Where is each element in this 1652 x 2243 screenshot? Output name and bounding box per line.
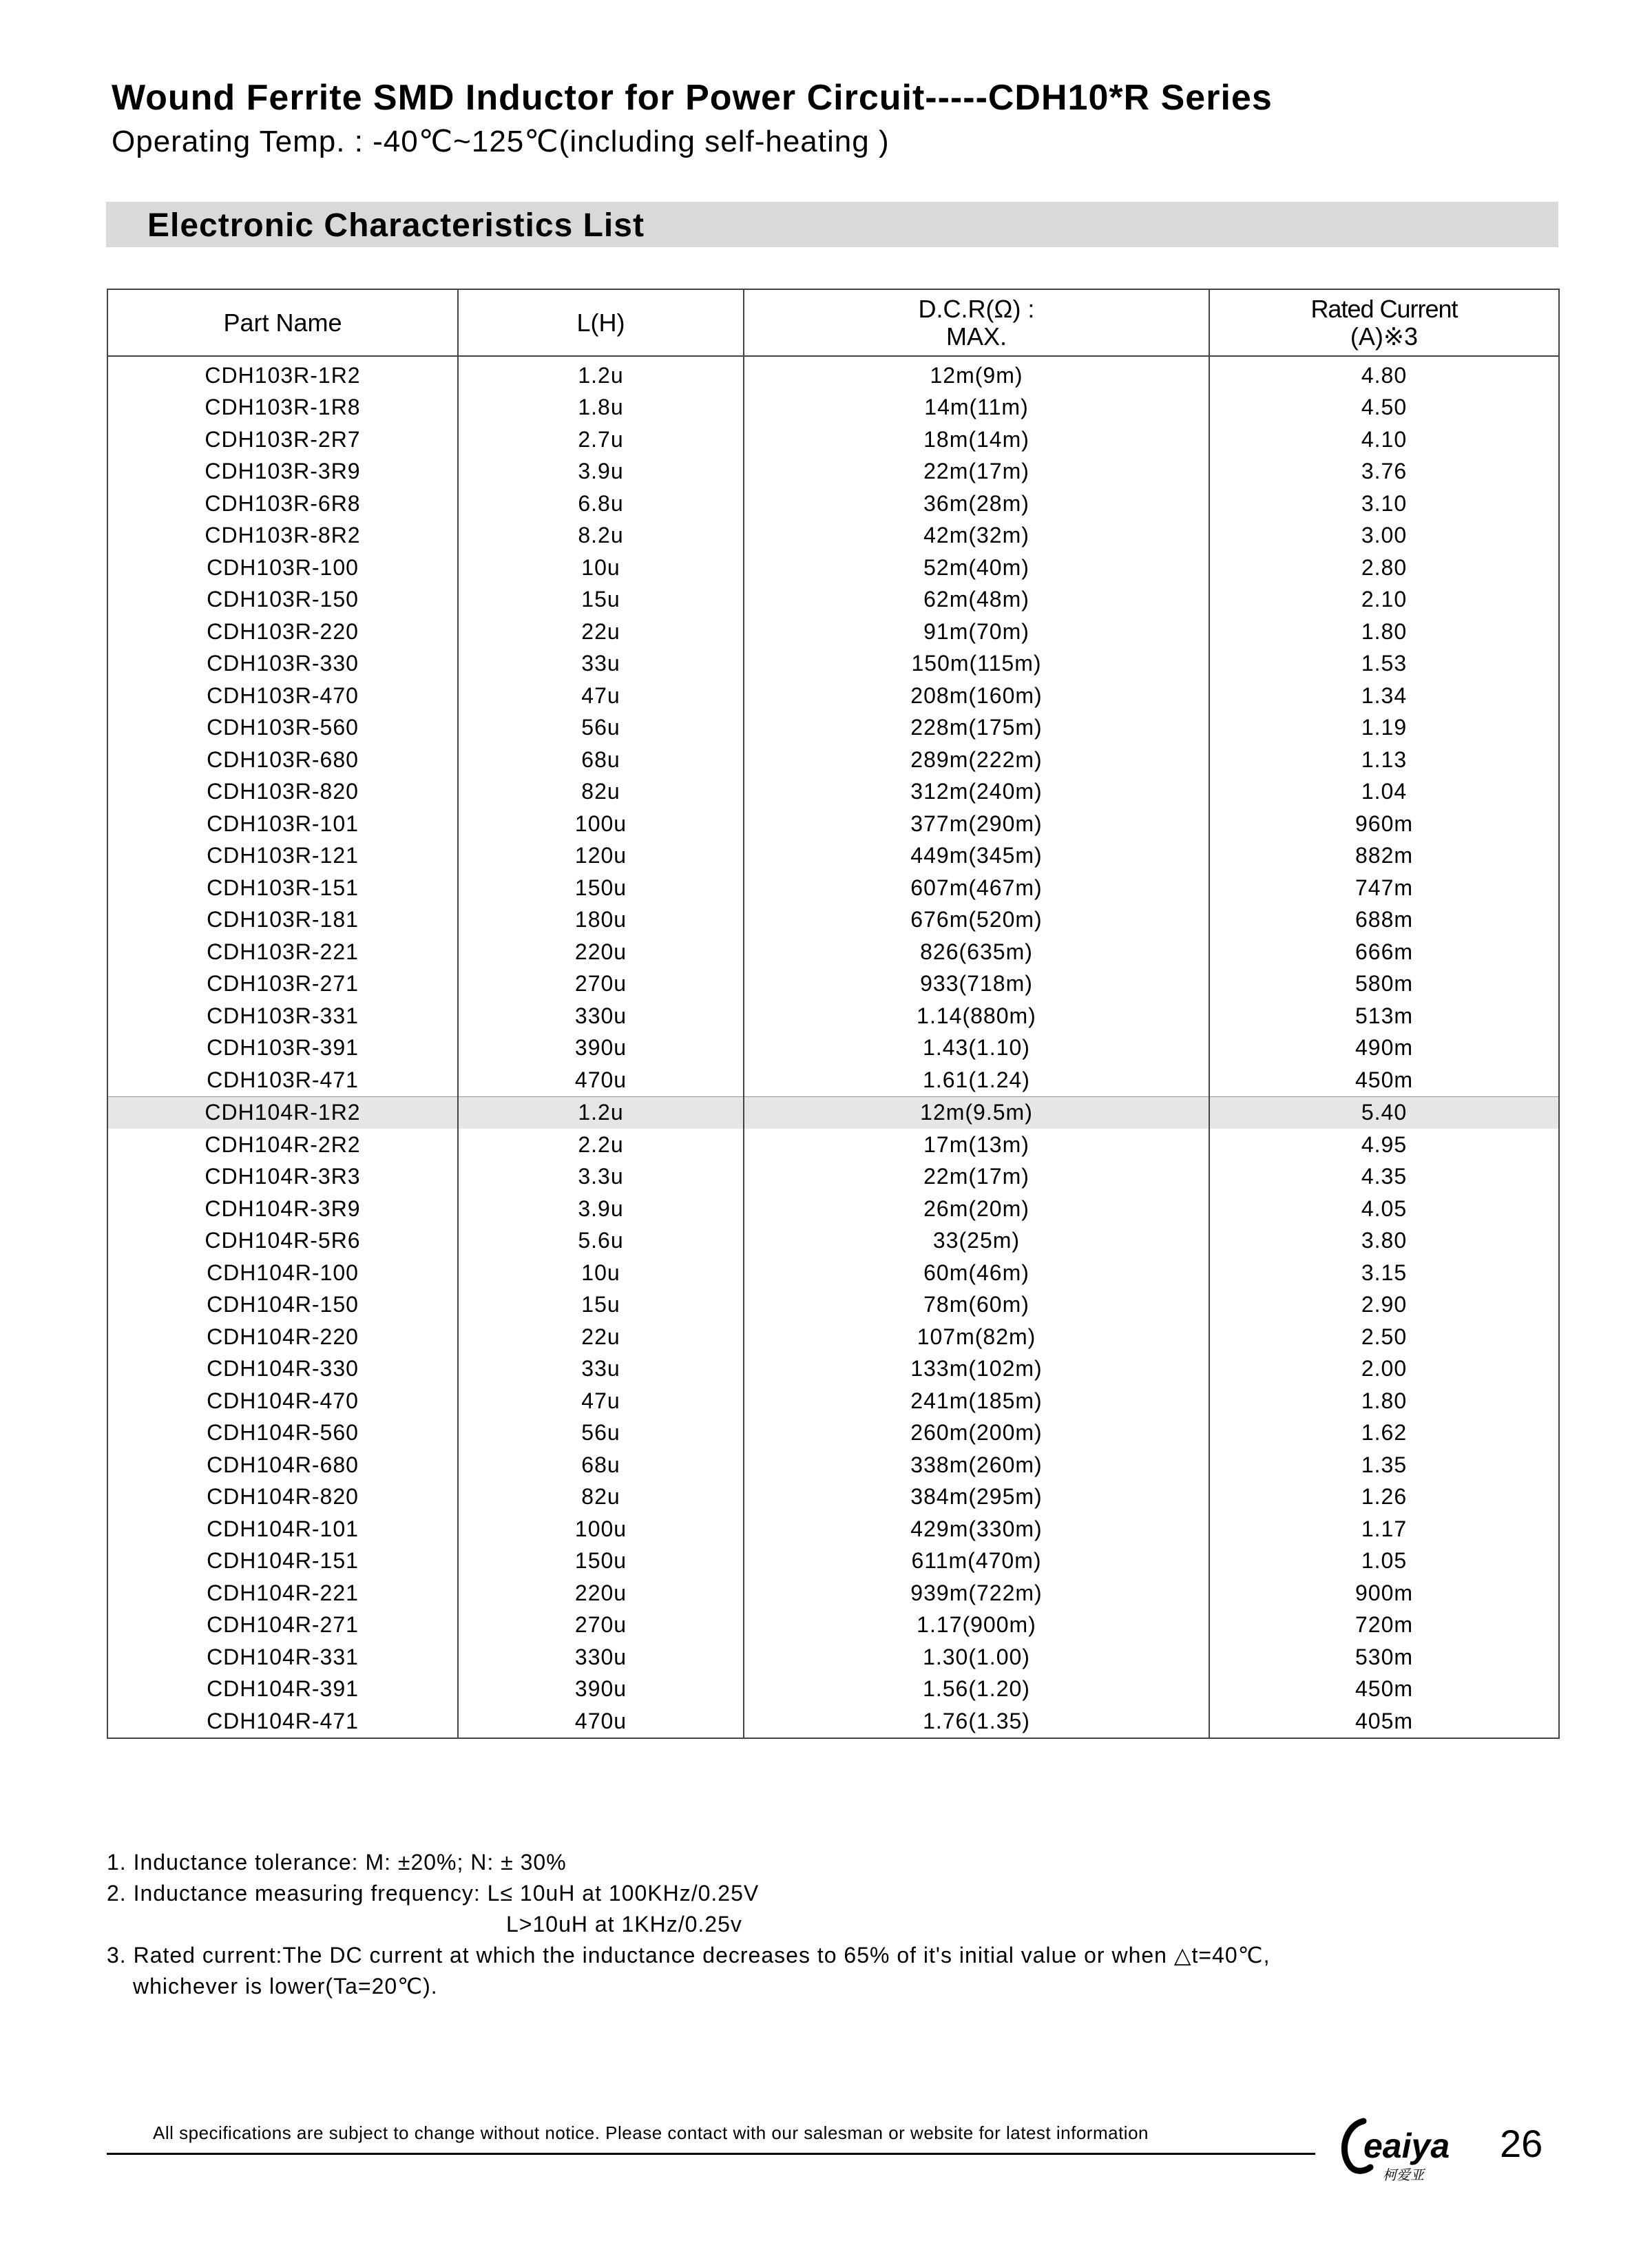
dcr-cell: 107m(82m) — [744, 1321, 1209, 1353]
rated-current-cell: 666m — [1209, 936, 1559, 968]
inductance-cell: 270u — [458, 1609, 744, 1642]
dcr-cell: 1.76(1.35) — [744, 1705, 1209, 1738]
inductance-cell: 10u — [458, 1257, 744, 1289]
table-row — [107, 1289, 1559, 1322]
inductance-cell: 3.3u — [458, 1161, 744, 1193]
dcr-cell: 429m(330m) — [744, 1513, 1209, 1545]
inductance-cell: 33u — [458, 1353, 744, 1386]
section-header-bar — [106, 202, 1558, 247]
part-name-cell: CDH104R-330 — [107, 1353, 458, 1386]
dcr-cell: 22m(17m) — [744, 1161, 1209, 1193]
part-name-cell: CDH103R-150 — [107, 584, 458, 616]
dcr-cell: 1.61(1.24) — [744, 1064, 1209, 1096]
table-row — [107, 356, 1559, 392]
rated-current-cell: 4.10 — [1209, 424, 1559, 456]
inductance-cell: 22u — [458, 616, 744, 648]
page-number: 26 — [1500, 2122, 1543, 2165]
part-name-cell: CDH103R-560 — [107, 712, 458, 744]
part-name-cell: CDH103R-3R9 — [107, 456, 458, 488]
rated-current-cell: 3.76 — [1209, 456, 1559, 488]
header-dcr-line2: MAX. — [945, 322, 1007, 351]
rated-current-cell: 882m — [1209, 840, 1559, 873]
table-row — [107, 936, 1559, 968]
dcr-cell: 939m(722m) — [744, 1577, 1209, 1609]
part-name-cell: CDH104R-470 — [107, 1385, 458, 1417]
inductance-cell: 47u — [458, 1385, 744, 1417]
table-row — [107, 456, 1559, 488]
part-name-cell: CDH104R-680 — [107, 1449, 458, 1481]
rated-current-cell: 4.35 — [1209, 1161, 1559, 1193]
table-row — [107, 712, 1559, 744]
dcr-cell: 208m(160m) — [744, 680, 1209, 712]
header-inductance: L(H) — [458, 289, 744, 356]
part-name-cell: CDH104R-331 — [107, 1641, 458, 1673]
table-row — [107, 680, 1559, 712]
inductance-cell: 220u — [458, 1577, 744, 1609]
inductance-cell: 6.8u — [458, 488, 744, 520]
dcr-cell: 150m(115m) — [744, 648, 1209, 680]
table-row — [107, 584, 1559, 616]
table-row — [107, 520, 1559, 552]
inductance-cell: 390u — [458, 1673, 744, 1706]
part-name-cell: CDH103R-101 — [107, 808, 458, 840]
dcr-cell: 449m(345m) — [744, 840, 1209, 873]
rated-current-cell: 4.50 — [1209, 392, 1559, 424]
part-name-cell: CDH104R-5R6 — [107, 1225, 458, 1258]
table-row — [107, 1609, 1559, 1642]
table-row — [107, 808, 1559, 840]
rated-current-cell: 4.80 — [1209, 356, 1559, 392]
inductance-cell: 82u — [458, 1481, 744, 1514]
table-row — [107, 1321, 1559, 1353]
inductance-cell: 1.2u — [458, 356, 744, 392]
dcr-cell: 14m(11m) — [744, 392, 1209, 424]
part-name-cell: CDH104R-560 — [107, 1417, 458, 1450]
dcr-cell: 12m(9.5m) — [744, 1096, 1209, 1129]
dcr-cell: 260m(200m) — [744, 1417, 1209, 1450]
part-name-cell: CDH104R-820 — [107, 1481, 458, 1514]
dcr-cell: 1.14(880m) — [744, 1000, 1209, 1032]
footer-disclaimer: All specifications are subject to change without notice. Please contact with our salesman or website for latest information — [153, 2122, 1149, 2143]
part-name-cell: CDH103R-271 — [107, 968, 458, 1001]
rated-current-cell: 2.10 — [1209, 584, 1559, 616]
table-row — [107, 1064, 1559, 1096]
dcr-cell: 611m(470m) — [744, 1545, 1209, 1578]
table-row — [107, 1385, 1559, 1417]
inductance-cell: 330u — [458, 1000, 744, 1032]
table-row — [107, 616, 1559, 648]
rated-current-cell: 513m — [1209, 1000, 1559, 1032]
rated-current-cell: 3.00 — [1209, 520, 1559, 552]
inductance-cell: 47u — [458, 680, 744, 712]
dcr-cell: 1.56(1.20) — [744, 1673, 1209, 1706]
characteristics-table — [107, 289, 1560, 1739]
rated-current-cell: 4.95 — [1209, 1129, 1559, 1161]
dcr-cell: 42m(32m) — [744, 520, 1209, 552]
inductance-cell: 1.2u — [458, 1096, 744, 1129]
table-row — [107, 1096, 1559, 1129]
table-row — [107, 744, 1559, 776]
rated-current-cell: 1.04 — [1209, 776, 1559, 808]
inductance-cell: 8.2u — [458, 520, 744, 552]
table-row — [107, 1449, 1559, 1481]
dcr-cell: 312m(240m) — [744, 776, 1209, 808]
table-row — [107, 1705, 1559, 1738]
rated-current-cell: 1.35 — [1209, 1449, 1559, 1481]
inductance-cell: 15u — [458, 1289, 744, 1322]
inductance-cell: 470u — [458, 1705, 744, 1738]
dcr-cell: 52m(40m) — [744, 552, 1209, 584]
dcr-cell: 91m(70m) — [744, 616, 1209, 648]
note-3-continued: whichever is lower(Ta=20℃). — [133, 1974, 438, 1999]
inductance-cell: 120u — [458, 840, 744, 873]
inductance-cell: 100u — [458, 1513, 744, 1545]
inductance-cell: 10u — [458, 552, 744, 584]
table-row — [107, 1193, 1559, 1225]
section-title: Electronic Characteristics List — [147, 207, 645, 244]
table-row — [107, 968, 1559, 1001]
inductance-cell: 2.7u — [458, 424, 744, 456]
table-row — [107, 904, 1559, 937]
part-name-cell: CDH103R-330 — [107, 648, 458, 680]
table-row — [107, 1129, 1559, 1161]
rated-current-cell: 1.13 — [1209, 744, 1559, 776]
inductance-cell: 220u — [458, 936, 744, 968]
table-row — [107, 1513, 1559, 1545]
part-name-cell: CDH103R-221 — [107, 936, 458, 968]
inductance-cell: 68u — [458, 1449, 744, 1481]
rated-current-cell: 405m — [1209, 1705, 1559, 1738]
rated-current-cell: 450m — [1209, 1673, 1559, 1706]
part-name-cell: CDH104R-471 — [107, 1705, 458, 1738]
part-name-cell: CDH104R-151 — [107, 1545, 458, 1578]
table-row — [107, 1000, 1559, 1032]
rated-current-cell: 960m — [1209, 808, 1559, 840]
inductance-cell: 330u — [458, 1641, 744, 1673]
header-dcr — [744, 289, 1209, 356]
dcr-cell: 62m(48m) — [744, 584, 1209, 616]
part-name-cell: CDH104R-3R3 — [107, 1161, 458, 1193]
part-name-cell: CDH103R-1R2 — [107, 356, 458, 392]
inductance-cell: 390u — [458, 1032, 744, 1065]
rated-current-cell: 900m — [1209, 1577, 1559, 1609]
rated-current-cell: 2.00 — [1209, 1353, 1559, 1386]
table-row — [107, 840, 1559, 873]
dcr-cell: 18m(14m) — [744, 424, 1209, 456]
part-name-cell: CDH104R-271 — [107, 1609, 458, 1642]
table-row — [107, 872, 1559, 904]
logo-wordmark: eaiya — [1363, 2127, 1450, 2165]
header-part-name: Part Name — [107, 289, 458, 356]
dcr-cell: 676m(520m) — [744, 904, 1209, 937]
table-row — [107, 1257, 1559, 1289]
part-name-cell: CDH103R-220 — [107, 616, 458, 648]
table-row — [107, 488, 1559, 520]
rated-current-cell: 450m — [1209, 1064, 1559, 1096]
table-row — [107, 1417, 1559, 1450]
rated-current-cell: 720m — [1209, 1609, 1559, 1642]
dcr-cell: 33(25m) — [744, 1225, 1209, 1258]
rated-current-cell: 2.80 — [1209, 552, 1559, 584]
operating-temp-subtitle: Operating Temp. : -40℃~125℃(including self-heating ) — [112, 125, 890, 158]
table-row — [107, 1353, 1559, 1386]
inductance-cell: 270u — [458, 968, 744, 1001]
table-row — [107, 648, 1559, 680]
footer-divider — [107, 2153, 1315, 2155]
inductance-cell: 150u — [458, 872, 744, 904]
table-header-row — [107, 289, 1559, 356]
inductance-cell: 2.2u — [458, 1129, 744, 1161]
part-name-cell: CDH104R-100 — [107, 1257, 458, 1289]
header-rated-current — [1209, 289, 1559, 356]
rated-current-cell: 4.05 — [1209, 1193, 1559, 1225]
dcr-cell: 78m(60m) — [744, 1289, 1209, 1322]
inductance-cell: 180u — [458, 904, 744, 937]
rated-current-cell: 1.05 — [1209, 1545, 1559, 1578]
inductance-cell: 82u — [458, 776, 744, 808]
table-row — [107, 424, 1559, 456]
rated-current-cell: 490m — [1209, 1032, 1559, 1065]
dcr-cell: 338m(260m) — [744, 1449, 1209, 1481]
dcr-cell: 36m(28m) — [744, 488, 1209, 520]
inductance-cell: 68u — [458, 744, 744, 776]
part-name-cell: CDH104R-150 — [107, 1289, 458, 1322]
inductance-cell: 1.8u — [458, 392, 744, 424]
rated-current-cell: 3.80 — [1209, 1225, 1559, 1258]
table-row — [107, 1641, 1559, 1673]
table-row — [107, 1577, 1559, 1609]
table-row — [107, 1032, 1559, 1065]
rated-current-cell: 1.62 — [1209, 1417, 1559, 1450]
ceaiya-logo-icon — [1336, 2111, 1474, 2187]
part-name-cell: CDH103R-100 — [107, 552, 458, 584]
rated-current-cell: 1.34 — [1209, 680, 1559, 712]
note-3: 3. Rated current:The DC current at which the inductance decreases to 65% of it's initial value or when △t=40℃, — [107, 1943, 1271, 1968]
part-name-cell: CDH103R-1R8 — [107, 392, 458, 424]
inductance-cell: 15u — [458, 584, 744, 616]
dcr-cell: 22m(17m) — [744, 456, 1209, 488]
part-name-cell: CDH103R-680 — [107, 744, 458, 776]
part-name-cell: CDH103R-151 — [107, 872, 458, 904]
inductance-cell: 3.9u — [458, 1193, 744, 1225]
dcr-cell: 133m(102m) — [744, 1353, 1209, 1386]
dcr-cell: 1.43(1.10) — [744, 1032, 1209, 1065]
dcr-cell: 228m(175m) — [744, 712, 1209, 744]
rated-current-cell: 2.90 — [1209, 1289, 1559, 1322]
dcr-cell: 12m(9m) — [744, 356, 1209, 392]
part-name-cell: CDH103R-470 — [107, 680, 458, 712]
inductance-cell: 3.9u — [458, 456, 744, 488]
part-name-cell: CDH104R-2R2 — [107, 1129, 458, 1161]
part-name-cell: CDH104R-3R9 — [107, 1193, 458, 1225]
header-current-line1: Rated Current — [1310, 294, 1458, 323]
table-row — [107, 1545, 1559, 1578]
part-name-cell: CDH103R-331 — [107, 1000, 458, 1032]
part-name-cell: CDH103R-2R7 — [107, 424, 458, 456]
rated-current-cell: 1.17 — [1209, 1513, 1559, 1545]
table-row — [107, 552, 1559, 584]
part-name-cell: CDH104R-391 — [107, 1673, 458, 1706]
table-row — [107, 1225, 1559, 1258]
part-name-cell: CDH104R-221 — [107, 1577, 458, 1609]
rated-current-cell: 3.10 — [1209, 488, 1559, 520]
part-name-cell: CDH103R-8R2 — [107, 520, 458, 552]
rated-current-cell: 5.40 — [1209, 1096, 1559, 1129]
part-name-cell: CDH103R-6R8 — [107, 488, 458, 520]
rated-current-cell: 580m — [1209, 968, 1559, 1001]
dcr-cell: 384m(295m) — [744, 1481, 1209, 1514]
table-row — [107, 1161, 1559, 1193]
dcr-cell: 607m(467m) — [744, 872, 1209, 904]
part-name-cell: CDH103R-391 — [107, 1032, 458, 1065]
rated-current-cell: 1.80 — [1209, 1385, 1559, 1417]
part-name-cell: CDH103R-121 — [107, 840, 458, 873]
rated-current-cell: 1.80 — [1209, 616, 1559, 648]
rated-current-cell: 530m — [1209, 1641, 1559, 1673]
rated-current-cell: 1.26 — [1209, 1481, 1559, 1514]
part-name-cell: CDH104R-1R2 — [107, 1096, 458, 1129]
part-name-cell: CDH103R-471 — [107, 1064, 458, 1096]
dcr-cell: 1.30(1.00) — [744, 1641, 1209, 1673]
header-current-line2: (A)※3 — [1350, 322, 1419, 351]
inductance-cell: 5.6u — [458, 1225, 744, 1258]
rated-current-cell: 747m — [1209, 872, 1559, 904]
dcr-cell: 826(635m) — [744, 936, 1209, 968]
dcr-cell: 17m(13m) — [744, 1129, 1209, 1161]
rated-current-cell: 1.53 — [1209, 648, 1559, 680]
part-name-cell: CDH103R-181 — [107, 904, 458, 937]
dcr-cell: 289m(222m) — [744, 744, 1209, 776]
dcr-cell: 60m(46m) — [744, 1257, 1209, 1289]
table-row — [107, 1481, 1559, 1514]
part-name-cell: CDH103R-820 — [107, 776, 458, 808]
header-dcr-line1: D.C.R(Ω) : — [918, 294, 1035, 323]
table-row — [107, 776, 1559, 808]
rated-current-cell: 688m — [1209, 904, 1559, 937]
table-row — [107, 1673, 1559, 1706]
inductance-cell: 56u — [458, 1417, 744, 1450]
dcr-cell: 26m(20m) — [744, 1193, 1209, 1225]
inductance-cell: 22u — [458, 1321, 744, 1353]
part-name-cell: CDH104R-101 — [107, 1513, 458, 1545]
notes-section — [107, 1847, 1270, 2002]
rated-current-cell: 3.15 — [1209, 1257, 1559, 1289]
note-2-continued: L>10uH at 1KHz/0.25v — [506, 1912, 742, 1937]
page-title: Wound Ferrite SMD Inductor for Power Circuit-----CDH10*R Series — [112, 78, 1273, 118]
note-1: 1. Inductance tolerance: M: ±20%; N: ± 30% — [107, 1850, 567, 1875]
logo-chinese-subtext: 柯爱亚 — [1383, 2167, 1424, 2183]
dcr-cell: 377m(290m) — [744, 808, 1209, 840]
dcr-cell: 241m(185m) — [744, 1385, 1209, 1417]
inductance-cell: 33u — [458, 648, 744, 680]
inductance-cell: 150u — [458, 1545, 744, 1578]
table-row — [107, 392, 1559, 424]
dcr-cell: 1.17(900m) — [744, 1609, 1209, 1642]
inductance-cell: 470u — [458, 1064, 744, 1096]
part-name-cell: CDH104R-220 — [107, 1321, 458, 1353]
inductance-cell: 56u — [458, 712, 744, 744]
inductance-cell: 100u — [458, 808, 744, 840]
rated-current-cell: 1.19 — [1209, 712, 1559, 744]
rated-current-cell: 2.50 — [1209, 1321, 1559, 1353]
dcr-cell: 933(718m) — [744, 968, 1209, 1001]
note-2: 2. Inductance measuring frequency: L≤ 10uH at 100KHz/0.25V — [107, 1881, 760, 1906]
